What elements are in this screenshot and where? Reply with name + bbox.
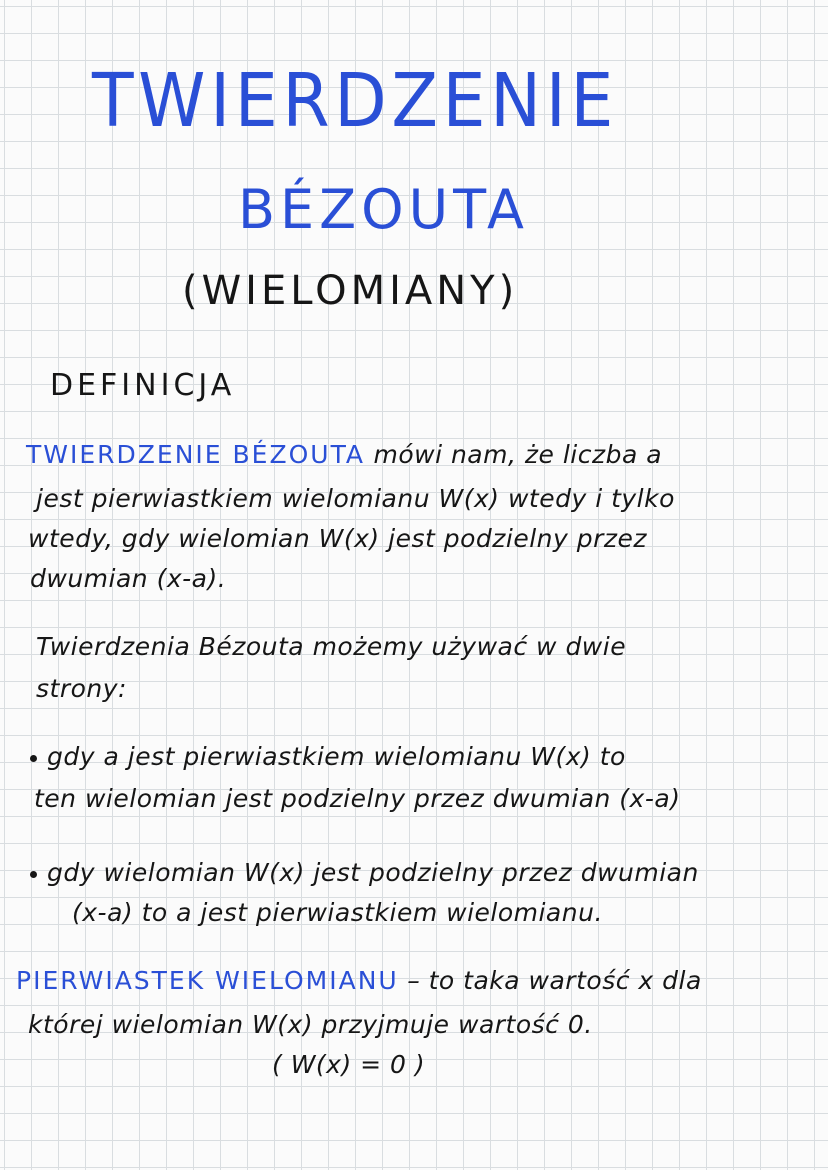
bullet-icon	[30, 755, 37, 762]
bullet-1-text: gdy a jest pierwiastkiem wielomianu W(x) to	[47, 742, 626, 771]
root-term: PIERWIASTEK WIELOMIANU	[16, 966, 399, 995]
bullet-icon	[30, 871, 37, 878]
root-definition-text: – to taka wartość x dla	[407, 966, 702, 995]
definition-heading: DEFINICJA	[50, 368, 236, 403]
root-definition-line-1	[16, 966, 702, 995]
usage-line-2: strony:	[36, 674, 127, 703]
definition-line-4: dwumian (x-a).	[30, 564, 227, 593]
bullet-2-text: gdy wielomian W(x) jest podzielny przez dwumian	[47, 858, 699, 887]
definition-line-1	[26, 440, 662, 469]
page-title-line-2: BÉZOUTA	[238, 178, 529, 241]
definition-line-3: wtedy, gdy wielomian W(x) jest podzielny przez	[28, 524, 648, 553]
page-subtitle: (WIELOMIANY)	[182, 268, 519, 314]
root-formula: ( W(x) = 0 )	[272, 1050, 426, 1079]
bullet-2-line-1	[30, 858, 699, 887]
definition-term: TWIERDZENIE BÉZOUTA	[26, 440, 366, 469]
definition-line-2: jest pierwiastkiem wielomianu W(x) wtedy i tylko	[36, 484, 675, 513]
bullet-1-line-2: ten wielomian jest podzielny przez dwumian (x-a)	[34, 784, 681, 813]
usage-line-1: Twierdzenia Bézouta możemy używać w dwie	[36, 632, 627, 661]
root-definition-line-2: której wielomian W(x) przyjmuje wartość 0.	[28, 1010, 593, 1039]
definition-line-1-text: mówi nam, że liczba a	[373, 440, 663, 469]
bullet-2-line-2: (x-a) to a jest pierwiastkiem wielomianu.	[72, 898, 603, 927]
page-title: TWIERDZENIE	[92, 58, 619, 144]
bullet-1-line-1	[30, 742, 626, 771]
